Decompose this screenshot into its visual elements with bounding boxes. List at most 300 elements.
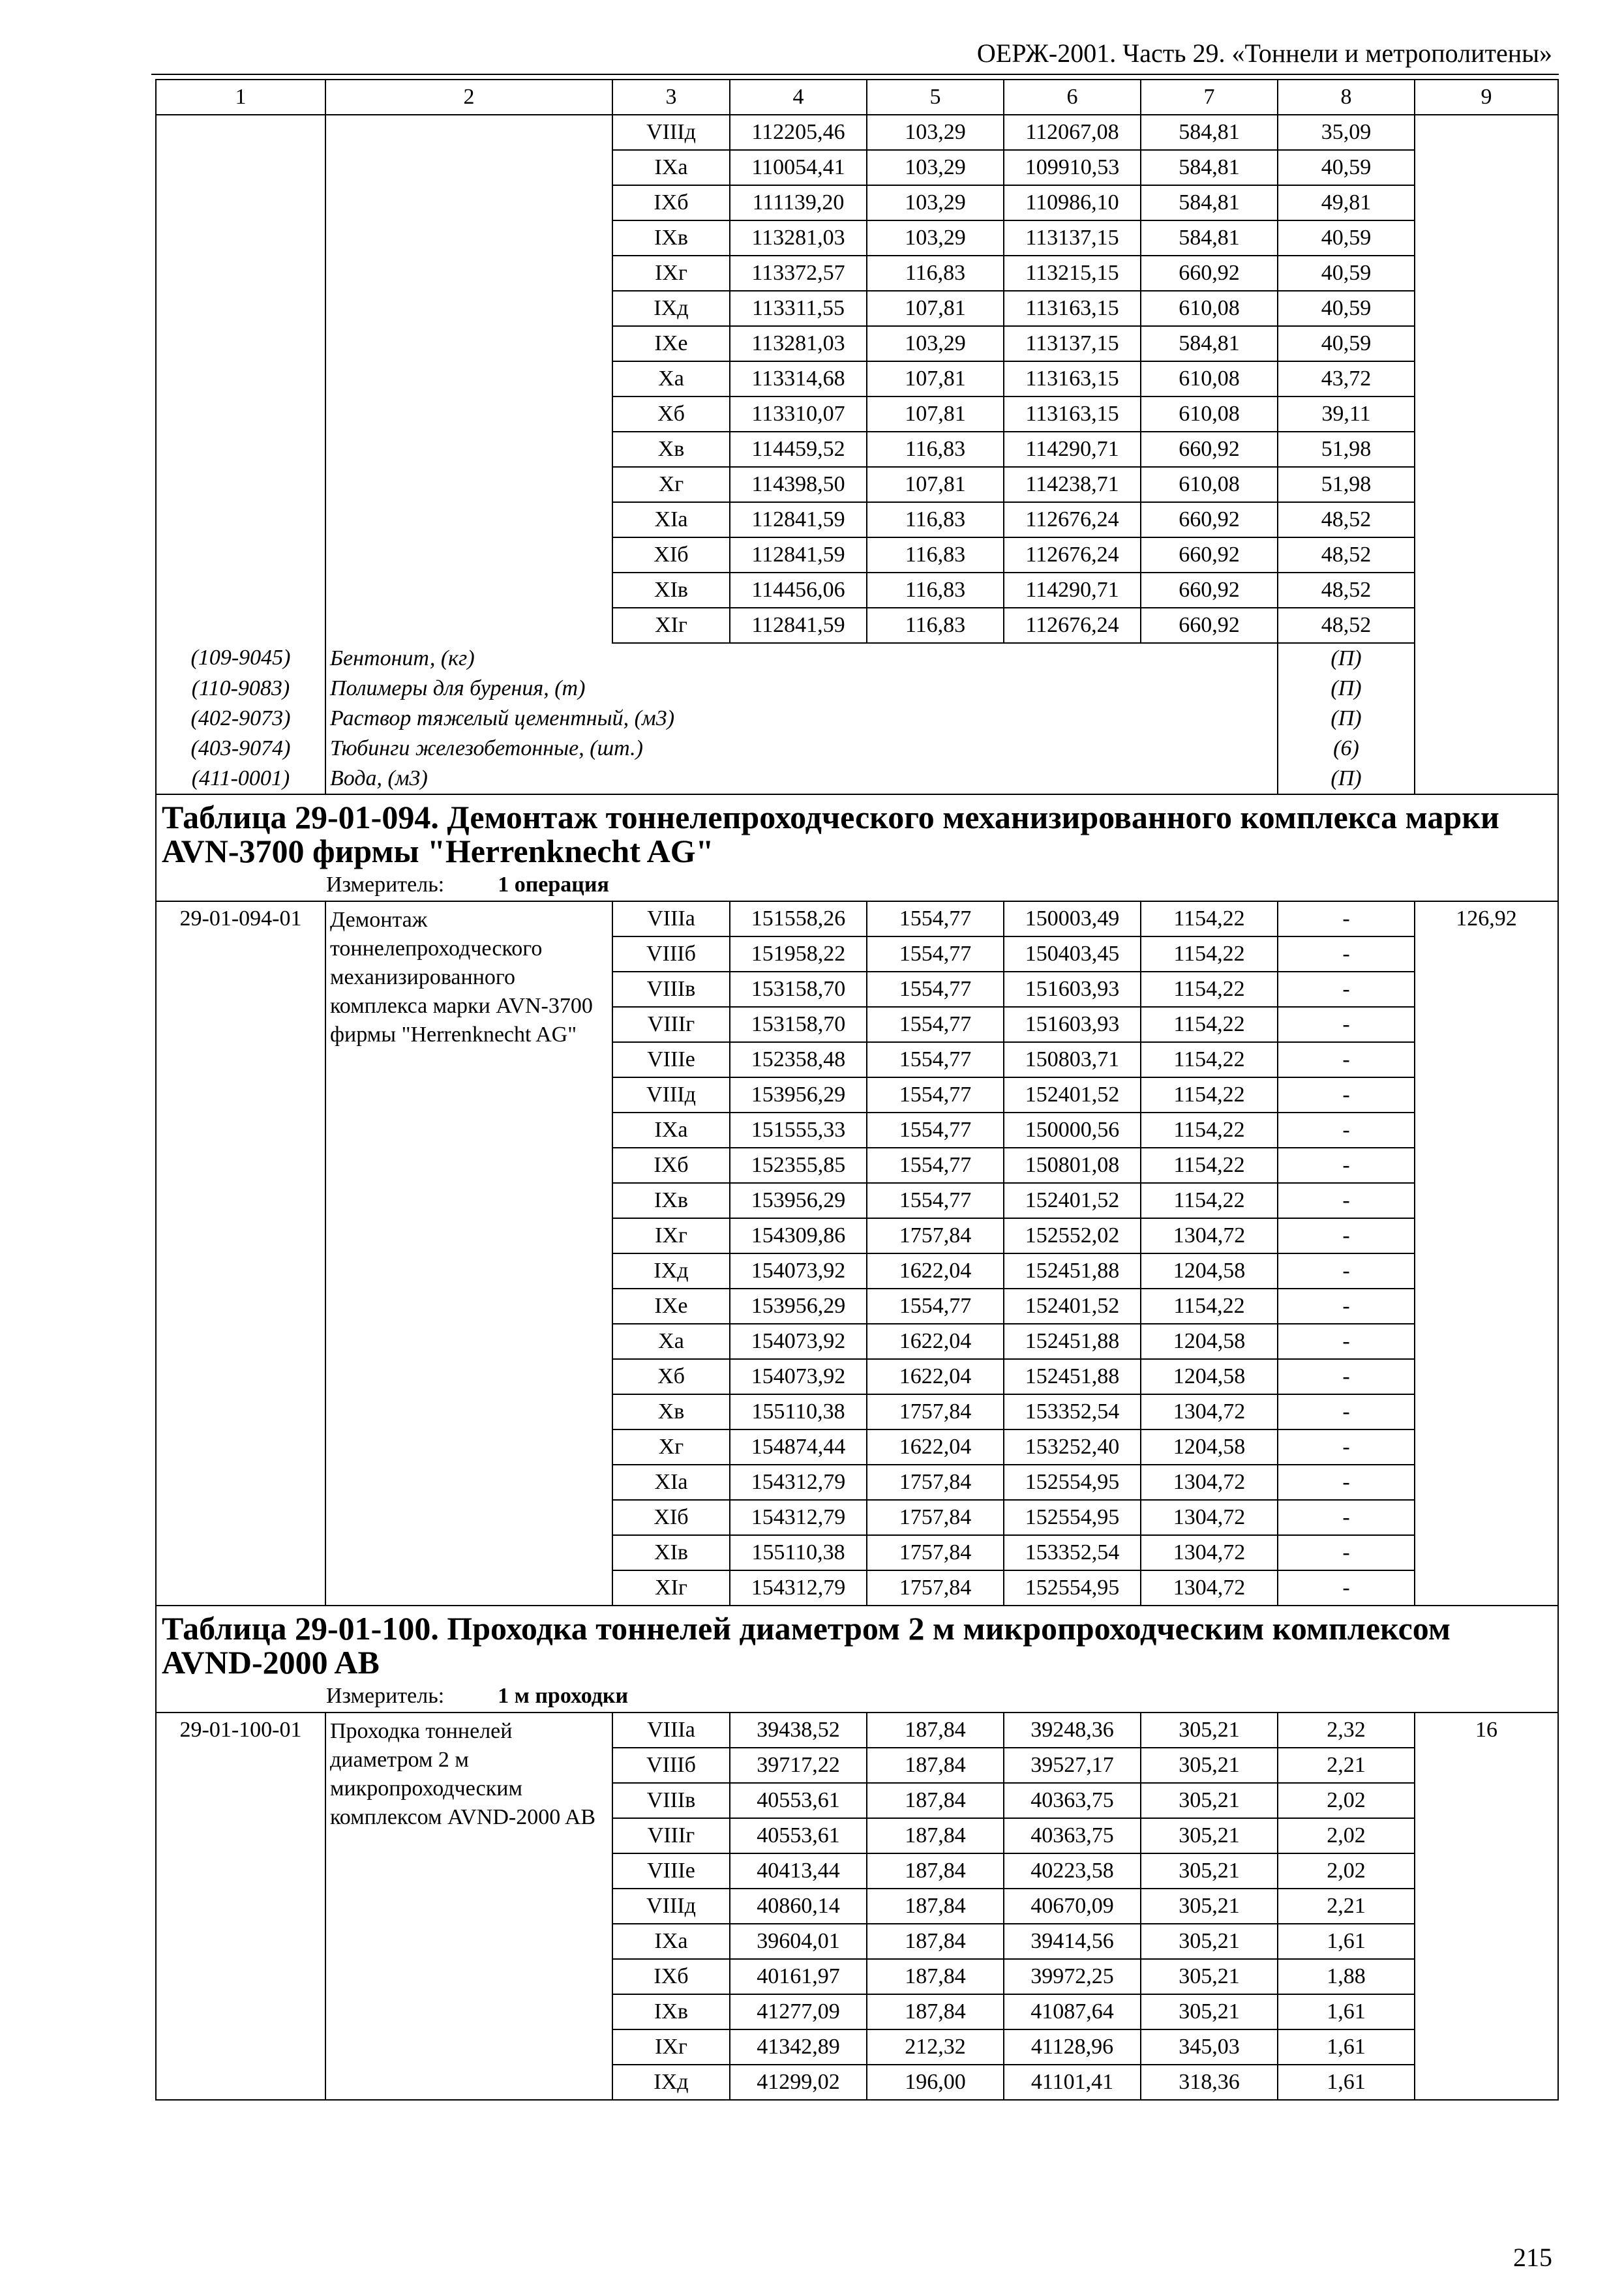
cell-operators: 305,21 [1141,1994,1278,2029]
cell-wages: 1757,84 [867,1535,1004,1570]
cell-zone: IXе [612,1289,730,1324]
cell-operators: 305,21 [1141,1889,1278,1924]
cell-materials: 48,52 [1278,573,1415,608]
cell-operators: 1204,58 [1141,1429,1278,1465]
cell-machines: 152451,88 [1004,1253,1141,1289]
cell-total: 155110,38 [730,1535,867,1570]
resource-name: Полимеры для бурения, (т) [325,674,1278,704]
cell-operators: 1304,72 [1141,1570,1278,1606]
cell-wages: 187,84 [867,1783,1004,1818]
cell-total: 153158,70 [730,1007,867,1042]
labor-cost: 126,92 [1415,901,1558,1606]
cell-zone: IXг [612,1218,730,1253]
cell-machines: 152401,52 [1004,1183,1141,1218]
rate-name [325,115,612,643]
resource-code: (402-9073) [156,704,325,734]
table-29-01-100 [156,1606,1558,2100]
resource-row [156,734,1558,764]
cell-machines: 113137,15 [1004,220,1141,256]
cell-wages: 1554,77 [867,1113,1004,1148]
cell-machines: 41087,64 [1004,1994,1141,2029]
cell-machines: 40670,09 [1004,1889,1141,1924]
cell-machines: 112067,08 [1004,115,1141,150]
measure-value: 1 операция [498,873,609,897]
cell-zone: IXб [612,1959,730,1994]
cell-operators: 1204,58 [1141,1324,1278,1359]
cell-total: 113311,55 [730,291,867,326]
measure-value: 1 м проходки [498,1684,629,1708]
cell-materials: - [1278,1535,1415,1570]
cell-wages: 1554,77 [867,1077,1004,1113]
cell-machines: 153352,54 [1004,1535,1141,1570]
cell-materials: - [1278,936,1415,972]
cell-materials: 48,52 [1278,608,1415,643]
cell-zone: VIIIа [612,901,730,936]
cell-materials: 1,61 [1278,1994,1415,2029]
cell-total: 41299,02 [730,2065,867,2100]
cell-operators: 584,81 [1141,185,1278,220]
cell-wages: 1622,04 [867,1324,1004,1359]
cell-machines: 152401,52 [1004,1077,1141,1113]
cell-zone: XIг [612,608,730,643]
resource-value: (П) [1278,674,1415,704]
cell-machines: 112676,24 [1004,502,1141,537]
cell-wages: 187,84 [867,1853,1004,1889]
cell-materials: 40,59 [1278,150,1415,185]
cell-operators: 660,92 [1141,608,1278,643]
cell-zone: VIIIе [612,1042,730,1077]
cell-operators: 1154,22 [1141,1148,1278,1183]
cell-machines: 152401,52 [1004,1289,1141,1324]
measure-label: Измеритель: [326,873,445,897]
cell-zone: XIа [612,502,730,537]
cell-total: 154312,79 [730,1465,867,1500]
cell-zone: Xв [612,1394,730,1429]
cell-materials: 1,61 [1278,2065,1415,2100]
resource-name: Раствор тяжелый цементный, (м3) [325,704,1278,734]
cell-machines: 150403,45 [1004,936,1141,972]
cell-zone: XIб [612,1500,730,1535]
cell-materials: - [1278,1324,1415,1359]
cell-machines: 41101,41 [1004,2065,1141,2100]
cell-operators: 660,92 [1141,432,1278,467]
cell-materials: 49,81 [1278,185,1415,220]
cell-machines: 150003,49 [1004,901,1141,936]
cell-wages: 103,29 [867,220,1004,256]
cell-materials: 39,11 [1278,396,1415,432]
cell-wages: 116,83 [867,608,1004,643]
cell-zone: Xг [612,467,730,502]
cell-machines: 114290,71 [1004,432,1141,467]
cell-machines: 110986,10 [1004,185,1141,220]
cell-machines: 40223,58 [1004,1853,1141,1889]
cell-operators: 584,81 [1141,115,1278,150]
cell-materials: 1,61 [1278,1924,1415,1959]
cell-total: 111139,20 [730,185,867,220]
cell-total: 154312,79 [730,1500,867,1535]
cell-total: 152355,85 [730,1148,867,1183]
cell-total: 112841,59 [730,537,867,573]
cell-materials: - [1278,1077,1415,1113]
cell-operators: 660,92 [1141,256,1278,291]
cell-total: 155110,38 [730,1394,867,1429]
cell-machines: 152451,88 [1004,1324,1141,1359]
cell-machines: 152554,95 [1004,1570,1141,1606]
cell-operators: 305,21 [1141,1959,1278,1994]
cell-zone: IXд [612,2065,730,2100]
cell-total: 151555,33 [730,1113,867,1148]
cell-total: 113310,07 [730,396,867,432]
measure-unit [156,872,1558,901]
column-number: 4 [730,80,867,115]
cell-materials: - [1278,1465,1415,1500]
cell-zone: VIIIв [612,1783,730,1818]
cell-zone: VIIIг [612,1818,730,1853]
cell-materials: 48,52 [1278,502,1415,537]
cell-wages: 1554,77 [867,1042,1004,1077]
cell-materials: 2,32 [1278,1713,1415,1748]
rate-name: Проходка тоннелей диаметром 2 м микропроходческим комплексом AVND-2000 AB [325,1713,612,2100]
cell-materials: 2,02 [1278,1818,1415,1853]
cell-operators: 1154,22 [1141,1113,1278,1148]
cell-total: 151958,22 [730,936,867,972]
cell-zone: XIв [612,573,730,608]
cell-wages: 187,84 [867,1818,1004,1853]
cell-machines: 41128,96 [1004,2029,1141,2065]
cell-operators: 1154,22 [1141,1183,1278,1218]
table-29-01-094 [156,794,1558,1606]
cell-wages: 1554,77 [867,1007,1004,1042]
cell-materials: 1,88 [1278,1959,1415,1994]
cell-zone: IXг [612,2029,730,2065]
cell-total: 154874,44 [730,1429,867,1465]
cell-total: 39604,01 [730,1924,867,1959]
cell-zone: IXб [612,1148,730,1183]
cell-zone: Xа [612,1324,730,1359]
cell-zone: VIIIе [612,1853,730,1889]
cell-operators: 584,81 [1141,326,1278,361]
cell-total: 154312,79 [730,1570,867,1606]
cell-total: 114456,06 [730,573,867,608]
cell-total: 154073,92 [730,1253,867,1289]
cell-total: 114459,52 [730,432,867,467]
cell-wages: 1757,84 [867,1394,1004,1429]
cell-machines: 152554,95 [1004,1465,1141,1500]
table-title-row [156,794,1558,872]
cell-wages: 1554,77 [867,1289,1004,1324]
cell-zone: VIIIд [612,1889,730,1924]
cell-machines: 40363,75 [1004,1783,1141,1818]
cell-zone: XIг [612,1570,730,1606]
cell-operators: 610,08 [1141,361,1278,396]
column-number: 6 [1004,80,1141,115]
table-title-row [156,1606,1558,1683]
cell-machines: 151603,93 [1004,1007,1141,1042]
cell-machines: 114290,71 [1004,573,1141,608]
cell-materials: 35,09 [1278,115,1415,150]
cell-total: 40553,61 [730,1818,867,1853]
cell-wages: 187,84 [867,1994,1004,2029]
cell-total: 112841,59 [730,608,867,643]
cell-machines: 39248,36 [1004,1713,1141,1748]
cell-materials: 2,02 [1278,1853,1415,1889]
measure-label: Измеритель: [326,1684,445,1708]
cell-wages: 1554,77 [867,901,1004,936]
cell-wages: 116,83 [867,537,1004,573]
cell-zone: IXв [612,1183,730,1218]
page-number: 215 [1513,2243,1552,2272]
cell-machines: 152552,02 [1004,1218,1141,1253]
cell-total: 153956,29 [730,1183,867,1218]
cell-wages: 187,84 [867,1924,1004,1959]
cell-total: 152358,48 [730,1042,867,1077]
cell-materials: - [1278,1394,1415,1429]
cell-operators: 305,21 [1141,1818,1278,1853]
resource-value: (П) [1278,704,1415,734]
cell-wages: 187,84 [867,1713,1004,1748]
column-number: 3 [612,80,730,115]
labor-cost: 16 [1415,1713,1558,2100]
cell-machines: 153352,54 [1004,1394,1141,1429]
resource-code: (411-0001) [156,764,325,794]
cell-zone: Xб [612,396,730,432]
cell-total: 113281,03 [730,326,867,361]
resource-code: (403-9074) [156,734,325,764]
resource-row [156,643,1558,674]
cell-zone: Xб [612,1359,730,1394]
cell-wages: 196,00 [867,2065,1004,2100]
cell-zone: VIIIд [612,1077,730,1113]
cell-materials: - [1278,972,1415,1007]
resource-value: (6) [1278,734,1415,764]
cell-total: 154073,92 [730,1324,867,1359]
cell-materials: 2,21 [1278,1748,1415,1783]
table-row [156,901,1558,936]
resource-value: (П) [1278,764,1415,794]
cell-zone: IXа [612,1113,730,1148]
cell-materials: - [1278,1007,1415,1042]
cell-materials: - [1278,901,1415,936]
cell-operators: 660,92 [1141,573,1278,608]
cell-machines: 112676,24 [1004,537,1141,573]
table-row [156,1713,1558,1748]
cell-materials: 40,59 [1278,220,1415,256]
cell-machines: 113163,15 [1004,396,1141,432]
cell-machines: 150803,71 [1004,1042,1141,1077]
resource-row [156,764,1558,794]
cell-total: 41342,89 [730,2029,867,2065]
resource-code: (110-9083) [156,674,325,704]
header-rule [151,74,1559,75]
rate-code [156,115,325,643]
cell-materials: - [1278,1042,1415,1077]
table-row [156,115,1558,150]
cell-materials: - [1278,1218,1415,1253]
cell-wages: 187,84 [867,1959,1004,1994]
cell-materials: 48,52 [1278,537,1415,573]
cell-materials: 51,98 [1278,432,1415,467]
cell-total: 39438,52 [730,1713,867,1748]
column-number: 9 [1415,80,1558,115]
cell-machines: 150801,08 [1004,1148,1141,1183]
cell-zone: IXд [612,291,730,326]
cell-materials: - [1278,1359,1415,1394]
cell-total: 153956,29 [730,1289,867,1324]
cell-total: 151558,26 [730,901,867,936]
cell-machines: 39972,25 [1004,1959,1141,1994]
cell-machines: 112676,24 [1004,608,1141,643]
cell-operators: 305,21 [1141,1924,1278,1959]
cell-zone: VIIIд [612,115,730,150]
column-number: 2 [325,80,612,115]
column-number-row [156,80,1558,115]
cell-total: 112841,59 [730,502,867,537]
cell-wages: 1622,04 [867,1253,1004,1289]
resource-name: Бентонит, (кг) [325,643,1278,674]
cell-zone: VIIIб [612,936,730,972]
resource-row [156,674,1558,704]
resource-code: (109-9045) [156,643,325,674]
cell-operators: 1154,22 [1141,1007,1278,1042]
cell-zone: VIIIб [612,1748,730,1783]
cell-total: 39717,22 [730,1748,867,1783]
cell-zone: Xа [612,361,730,396]
resource-name: Вода, (м3) [325,764,1278,794]
cell-machines: 152451,88 [1004,1359,1141,1394]
resource-name: Тюбинги железобетонные, (шт.) [325,734,1278,764]
cell-zone: VIIIг [612,1007,730,1042]
measure-row [156,872,1558,901]
cell-operators: 584,81 [1141,150,1278,185]
cell-materials: - [1278,1429,1415,1465]
cell-operators: 305,21 [1141,1748,1278,1783]
column-number: 5 [867,80,1004,115]
cell-zone: VIIIв [612,972,730,1007]
cell-total: 40860,14 [730,1889,867,1924]
cell-machines: 113215,15 [1004,256,1141,291]
cell-operators: 1304,72 [1141,1465,1278,1500]
cell-zone: XIб [612,537,730,573]
cell-materials: 43,72 [1278,361,1415,396]
cell-materials: - [1278,1570,1415,1606]
cell-operators: 660,92 [1141,502,1278,537]
cell-wages: 187,84 [867,1748,1004,1783]
cell-machines: 40363,75 [1004,1818,1141,1853]
cell-zone: IXг [612,256,730,291]
cell-wages: 1757,84 [867,1465,1004,1500]
cell-wages: 1554,77 [867,972,1004,1007]
table-title: Таблица 29-01-100. Проходка тоннелей диаметром 2 м микропроходческим комплексом AVND-2000 AB [156,1606,1558,1683]
cell-materials: - [1278,1183,1415,1218]
cell-operators: 660,92 [1141,537,1278,573]
cell-zone: IXв [612,220,730,256]
cell-materials: 40,59 [1278,291,1415,326]
cell-wages: 1757,84 [867,1570,1004,1606]
running-header: ОЕРЖ-2001. Часть 29. «Тоннели и метрополитены» [976,38,1552,68]
cell-zone: IXд [612,1253,730,1289]
cell-operators: 1154,22 [1141,1289,1278,1324]
cell-total: 153158,70 [730,972,867,1007]
cell-materials: 2,21 [1278,1889,1415,1924]
cell-wages: 103,29 [867,185,1004,220]
cell-operators: 1154,22 [1141,972,1278,1007]
cell-operators: 345,03 [1141,2029,1278,2065]
cell-materials: - [1278,1113,1415,1148]
cell-total: 154309,86 [730,1218,867,1253]
cell-machines: 151603,93 [1004,972,1141,1007]
cell-wages: 116,83 [867,432,1004,467]
resource-value: (П) [1278,643,1415,674]
cell-wages: 1622,04 [867,1429,1004,1465]
cell-operators: 610,08 [1141,467,1278,502]
table-title: Таблица 29-01-094. Демонтаж тоннелепроходческого механизированного комплекса марки AVN-3700 фирмы "Herrenknecht AG" [156,794,1558,872]
rates-table [155,79,1559,2101]
cell-machines: 113163,15 [1004,291,1141,326]
cell-total: 114398,50 [730,467,867,502]
rate-code: 29-01-100-01 [156,1713,325,2100]
cell-machines: 153252,40 [1004,1429,1141,1465]
cell-operators: 1304,72 [1141,1394,1278,1429]
cell-wages: 116,83 [867,573,1004,608]
cell-operators: 305,21 [1141,1783,1278,1818]
column-number: 1 [156,80,325,115]
cell-operators: 1304,72 [1141,1500,1278,1535]
cell-wages: 212,32 [867,2029,1004,2065]
cell-operators: 305,21 [1141,1713,1278,1748]
measure-row [156,1683,1558,1713]
cell-wages: 107,81 [867,291,1004,326]
cell-wages: 1757,84 [867,1500,1004,1535]
cell-materials: - [1278,1253,1415,1289]
cell-operators: 1304,72 [1141,1535,1278,1570]
cell-machines: 114238,71 [1004,467,1141,502]
cell-operators: 584,81 [1141,220,1278,256]
cell-total: 113372,57 [730,256,867,291]
cell-zone: IXв [612,1994,730,2029]
cell-total: 41277,09 [730,1994,867,2029]
cell-materials: - [1278,1289,1415,1324]
cell-machines: 39414,56 [1004,1924,1141,1959]
cell-machines: 113163,15 [1004,361,1141,396]
cell-wages: 1554,77 [867,1148,1004,1183]
cell-total: 113281,03 [730,220,867,256]
cell-machines: 39527,17 [1004,1748,1141,1783]
cell-materials: - [1278,1500,1415,1535]
cell-total: 154073,92 [730,1359,867,1394]
cell-machines: 152554,95 [1004,1500,1141,1535]
cell-wages: 1554,77 [867,936,1004,972]
rate-name: Демонтаж тоннелепроходческого механизированного комплекса марки AVN-3700 фирмы "Herrenknecht AG" [325,901,612,1606]
cell-wages: 1757,84 [867,1218,1004,1253]
cell-total: 40161,97 [730,1959,867,1994]
cell-wages: 103,29 [867,115,1004,150]
cell-zone: Xв [612,432,730,467]
cell-zone: Xг [612,1429,730,1465]
cell-materials: 1,61 [1278,2029,1415,2065]
cell-materials: 40,59 [1278,326,1415,361]
cell-operators: 1154,22 [1141,1077,1278,1113]
cell-zone: VIIIа [612,1713,730,1748]
cell-materials: 2,02 [1278,1783,1415,1818]
cell-wages: 187,84 [867,1889,1004,1924]
cell-wages: 1622,04 [867,1359,1004,1394]
cell-total: 40553,61 [730,1783,867,1818]
cell-wages: 1554,77 [867,1183,1004,1218]
cell-operators: 610,08 [1141,291,1278,326]
cell-operators: 1154,22 [1141,1042,1278,1077]
cell-zone: XIа [612,1465,730,1500]
cell-total: 110054,41 [730,150,867,185]
